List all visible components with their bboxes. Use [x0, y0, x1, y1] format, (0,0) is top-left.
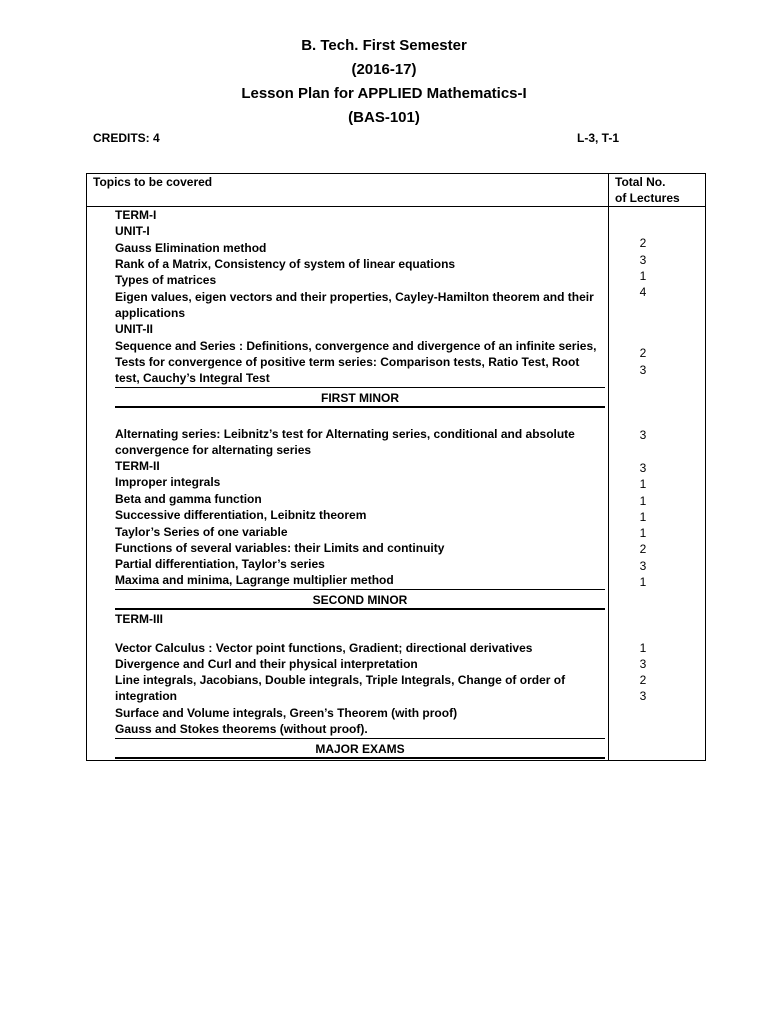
topic-row: Gauss and Stokes theorems (without proof).: [115, 722, 368, 736]
lecture-count: 3: [639, 461, 647, 475]
lesson-plan-title: Lesson Plan for APPLIED Mathematics-I: [241, 85, 527, 102]
term-heading: TERM-III: [115, 612, 163, 626]
topic-row: Partial differentiation, Taylor’s series: [115, 557, 325, 571]
topic-row: Gauss Elimination method: [115, 241, 267, 255]
lecture-count: 3: [639, 428, 647, 442]
lecture-count: 2: [639, 236, 647, 250]
lecture-count: 1: [639, 575, 647, 589]
lecture-count: 1: [639, 526, 647, 540]
lecture-count: 3: [639, 559, 647, 573]
first-minor-bar: [115, 387, 605, 408]
credits-label: CREDITS: 4: [93, 131, 160, 145]
topic-row: Beta and gamma function: [115, 492, 262, 506]
column-divider: [608, 174, 609, 760]
course-code: (BAS-101): [348, 109, 420, 126]
lecture-count: 2: [639, 542, 647, 556]
topic-row: Sequence and Series : Definitions, convergence and divergence of an infinite series,: [115, 339, 597, 353]
lecture-count: 2: [639, 346, 647, 360]
lecture-count: 3: [639, 689, 647, 703]
term-heading: TERM-I: [115, 208, 157, 222]
topic-row: Functions of several variables: their Limits and continuity: [115, 541, 445, 555]
topic-row: Vector Calculus : Vector point functions, Gradient; directional derivatives: [115, 641, 533, 655]
lectures-column-header-line1: Total No.: [615, 175, 666, 189]
lecture-tutorial-label: L-3, T-1: [577, 131, 620, 145]
lecture-count: 1: [639, 494, 647, 508]
lecture-count: 4: [639, 285, 647, 299]
lesson-plan-table: [86, 173, 706, 761]
topic-row: Successive differentiation, Leibnitz theorem: [115, 508, 367, 522]
session-year: (2016-17): [351, 61, 417, 78]
lecture-count: 1: [639, 269, 647, 283]
lecture-count: 3: [639, 363, 647, 377]
topic-row: Tests for convergence of positive term series: Comparison tests, Ratio Test, Root test, Cauchy’s Integral Test: [115, 355, 580, 385]
topic-row: Improper integrals: [115, 475, 221, 489]
header-divider: [87, 206, 705, 207]
lecture-count: 3: [639, 253, 647, 267]
second-minor-label: SECOND MINOR: [312, 593, 408, 607]
lecture-count: 1: [639, 641, 647, 655]
lecture-count: 1: [639, 477, 647, 491]
first-minor-label: FIRST MINOR: [321, 391, 399, 405]
topic-row: Rank of a Matrix, Consistency of system of linear equations: [115, 257, 456, 271]
topic-row: Maxima and minima, Lagrange multiplier method: [115, 573, 394, 587]
lecture-count: 3: [639, 657, 647, 671]
topic-row: Types of matrices: [115, 273, 217, 287]
topic-row: Alternating series: Leibnitz’s test for Alternating series, conditional and absolute convergence for alternating series: [115, 427, 575, 457]
lecture-count: 2: [639, 673, 647, 687]
topics-column-header: Topics to be covered: [93, 175, 213, 189]
topic-row: Divergence and Curl and their physical interpretation: [115, 657, 418, 671]
topic-row: Surface and Volume integrals, Green’s Theorem (with proof): [115, 706, 458, 720]
topic-row: Taylor’s Series of one variable: [115, 525, 288, 539]
major-exams-label: MAJOR EXAMS: [315, 742, 405, 756]
term-heading: TERM-II: [115, 459, 160, 473]
topic-row: Line integrals, Jacobians, Double integrals, Triple Integrals, Change of order of integration: [115, 673, 566, 703]
major-exams-bar: [115, 738, 605, 759]
lecture-count: 1: [639, 510, 647, 524]
unit-heading: UNIT-II: [115, 322, 153, 336]
second-minor-bar: [115, 589, 605, 610]
unit-heading: UNIT-I: [115, 224, 150, 238]
semester-title: B. Tech. First Semester: [301, 37, 467, 54]
lectures-column-header-line2: of Lectures: [615, 191, 680, 205]
topic-row: Eigen values, eigen vectors and their properties, Cayley-Hamilton theorem and their applications: [115, 290, 594, 320]
